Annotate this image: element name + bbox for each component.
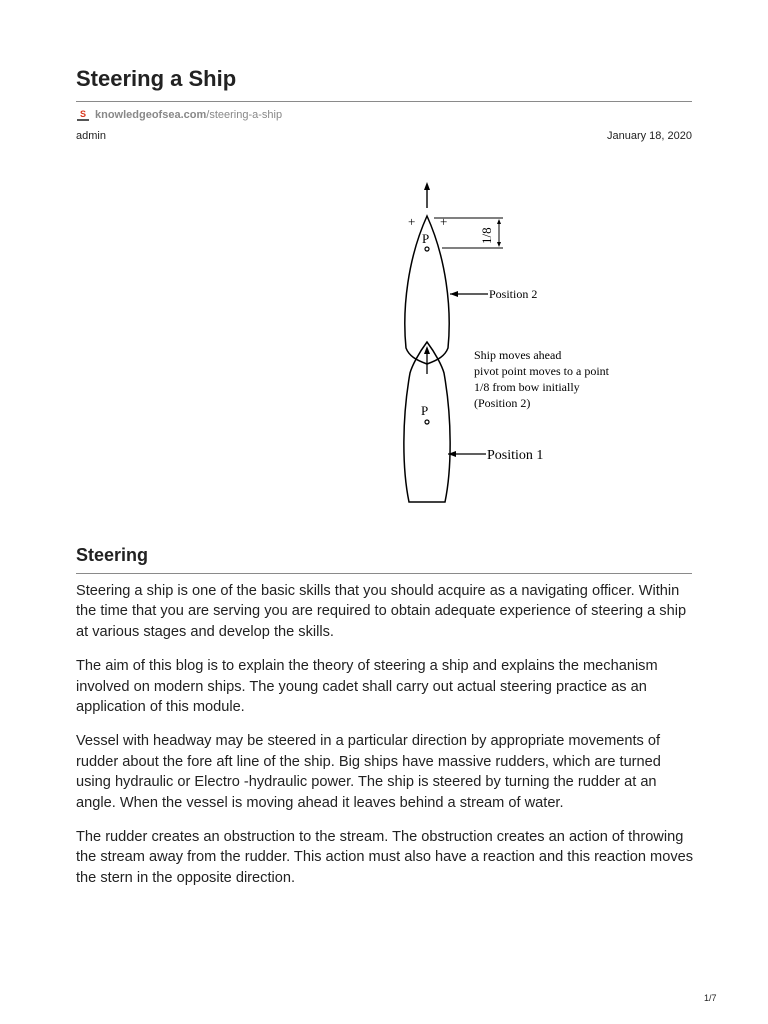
source-path[interactable]: /steering-a-ship (206, 109, 283, 121)
author-name: admin (76, 130, 106, 142)
section-body (76, 581, 696, 902)
plus-left: + (408, 214, 416, 229)
position-2-label: Position 2 (489, 287, 538, 301)
note-line-4: (Position 2) (474, 396, 531, 410)
pivot-point-top (425, 247, 429, 251)
site-logo-icon (76, 108, 90, 122)
source-domain[interactable]: knowledgeofsea.com (95, 109, 207, 121)
section-heading: Steering (76, 545, 149, 565)
title-divider (76, 101, 692, 102)
note-line-2: pivot point moves to a point (474, 364, 609, 378)
note-line-1: Ship moves ahead (474, 348, 562, 362)
page-number: 1/7 (704, 993, 717, 1003)
article-title: Steering a Ship (76, 66, 237, 91)
note-line-3: 1/8 from bow initially (474, 380, 580, 394)
svg-text:S: S (79, 109, 87, 119)
paragraph: The rudder creates an obstruction to the stream. The obstruction creates an action of throwing the stream away from the rudder. This action must also have a reaction and this reaction moves the stern in the opposite direction. (76, 829, 694, 886)
pivot-label-bottom: P (421, 403, 429, 418)
pivot-label-top: P (422, 231, 430, 246)
pivot-point-bottom (425, 420, 429, 424)
paragraph: Steering a ship is one of the basic skills that you should acquire as a navigating officer. Within the time that you are serving you are required to obtain adequate experience of steering a ship at various stages and develop the skills. (76, 583, 687, 640)
publish-date: January 18, 2020 (606, 130, 692, 142)
position-1-label: Position 1 (487, 448, 544, 463)
section-divider (76, 573, 692, 574)
source-link[interactable] (76, 108, 282, 122)
paragraph: The aim of this blog is to explain the theory of steering a ship and explains the mechanism involved on modern ships. The young cadet shall carry out actual steering practice as an application of this module. (76, 658, 658, 716)
fraction-label: 1/8 (479, 227, 494, 244)
plus-right: + (440, 214, 448, 229)
pivot-point-diagram (316, 178, 636, 518)
paragraph: Vessel with headway may be steered in a particular direction by appropriate movements of rudder about the fore aft line of the ship. Big ships have massive rudders, which are turned using hydraulic or Electro -hydraulic power. The ship is steered by turning the rudder at an angle. When the vessel is moving ahead it leaves behind a stream of water. (76, 733, 661, 811)
